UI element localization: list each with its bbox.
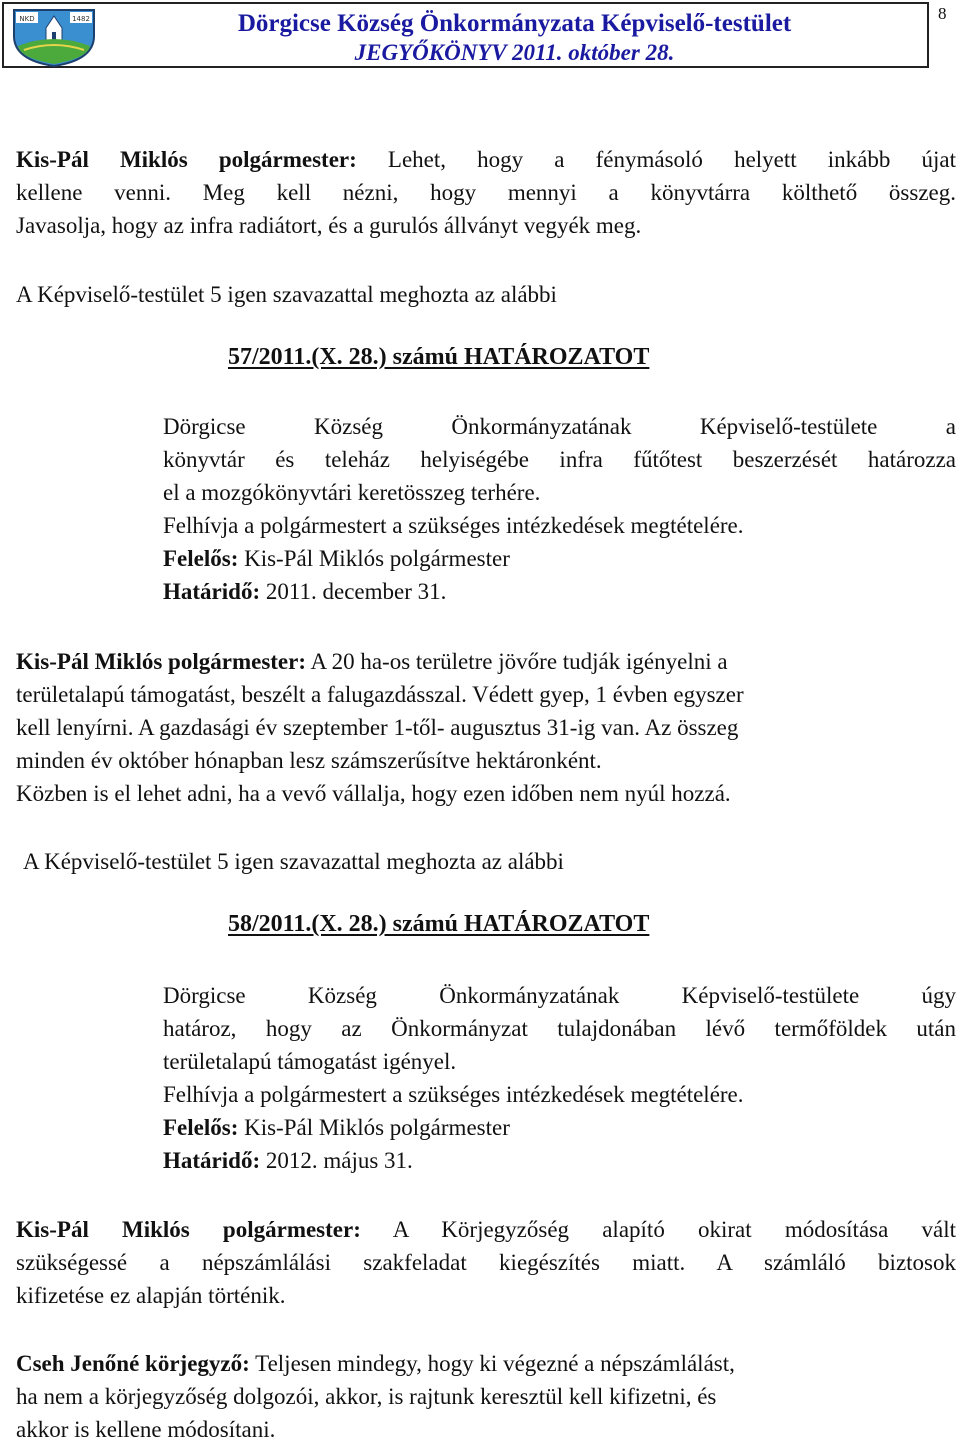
resolution-line: könyvtár és teleház helyiségébe infra fűtőtest beszerzését határozza	[163, 447, 956, 472]
paragraph-line: területalapú támogatást, beszélt a falugazdásszal. Védett gyep, 1 évben egyszer	[16, 682, 744, 707]
svg-text:NKD: NKD	[19, 15, 35, 23]
paragraph-line: minden év október hónapban lesz számszerűsítve hektáronként.	[16, 748, 602, 773]
paragraph-line	[16, 1213, 956, 1246]
paragraph-line	[16, 1347, 956, 1380]
speech-paragraph-3	[16, 1213, 956, 1312]
speaker-name: Kis-Pál Miklós polgármester:	[16, 147, 357, 172]
deadline-value: 2012. május 31.	[260, 1148, 413, 1173]
resolution-title-2: 58/2011.(X. 28.) számú HATÁROZATOT	[228, 911, 650, 937]
coat-of-arms-logo	[8, 6, 100, 68]
paragraph-line	[16, 143, 956, 176]
deadline-value: 2011. december 31.	[260, 579, 447, 604]
responsible-line	[163, 1111, 956, 1144]
speaker-name: Kis-Pál Miklós polgármester:	[16, 1217, 361, 1242]
deadline-label: Határidő:	[163, 1148, 261, 1173]
responsible-label: Felelős:	[163, 546, 239, 571]
paragraph-line: ha nem a körjegyzőség dolgozói, akkor, is rajtunk keresztül kell kifizetni, és	[16, 1384, 717, 1409]
deadline-label: Határidő:	[163, 579, 261, 604]
resolution-line: területalapú támogatást igényel.	[163, 1049, 457, 1074]
speaker-name: Kis-Pál Miklós polgármester:	[16, 649, 307, 674]
speech-text: Teljesen mindegy, hogy ki végezné a népszámlálást,	[249, 1351, 735, 1376]
vote-statement-1	[16, 278, 956, 311]
responsible-value: Kis-Pál Miklós polgármester	[238, 1115, 510, 1140]
vote-text: A Képviselő-testület 5 igen szavazattal meghozta az alábbi	[23, 849, 564, 874]
resolution-body-2	[163, 979, 956, 1177]
vote-text: A Képviselő-testület 5 igen szavazattal meghozta az alábbi	[16, 282, 557, 307]
responsible-label: Felelős:	[163, 1115, 239, 1140]
paragraph-line: szükségessé a népszámlálási szakfeladat kiegészítés miatt. A számláló biztosok	[16, 1250, 956, 1275]
document-title: Dörgicse Község Önkormányzata Képviselő-testület	[237, 10, 792, 37]
speech-text: A Körjegyzőség alapító okirat módosítása vált	[360, 1217, 956, 1242]
speech-text: A 20 ha-os területre jövőre tudják igényelni a	[306, 649, 728, 674]
deadline-line	[163, 1144, 956, 1177]
speech-text: Lehet, hogy a fénymásoló helyett inkább újat	[356, 147, 957, 172]
resolution-line: Dörgicse Község Önkormányzatának Képviselő-testülete úgy	[163, 983, 956, 1008]
resolution-title-1: 57/2011.(X. 28.) számú HATÁROZATOT	[228, 344, 650, 370]
speech-paragraph-4	[16, 1347, 956, 1446]
paragraph-line: kellene venni. Meg kell nézni, hogy mennyi a könyvtárra költhető összeg.	[16, 180, 956, 205]
svg-text:1482: 1482	[72, 15, 90, 23]
deadline-line	[163, 575, 956, 608]
speaker-name: Cseh Jenőné körjegyző:	[16, 1351, 250, 1376]
paragraph-line: akkor is kellene módosítani.	[16, 1417, 276, 1442]
speech-paragraph-2	[16, 645, 956, 810]
paragraph-line: Közben is el lehet adni, ha a vevő vállalja, hogy ezen időben nem nyúl hozzá.	[16, 781, 731, 806]
resolution-line: Dörgicse Község Önkormányzatának Képviselő-testülete a	[163, 414, 956, 439]
resolution-line: Felhívja a polgármestert a szükséges intézkedések megtételére.	[163, 1082, 744, 1107]
responsible-value: Kis-Pál Miklós polgármester	[238, 546, 510, 571]
resolution-body-1	[163, 410, 956, 608]
vote-statement-2	[23, 845, 960, 878]
speech-paragraph-1	[16, 143, 956, 242]
resolution-line: Felhívja a polgármestert a szükséges intézkedések megtételére.	[163, 513, 744, 538]
paragraph-line: kell lenyírni. A gazdasági év szeptember 1-től- augusztus 31-ig van. Az összeg	[16, 715, 739, 740]
document-subtitle: JEGYŐKÖNYV 2011. október 28.	[354, 40, 675, 65]
page-header	[2, 2, 929, 68]
responsible-line	[163, 542, 956, 575]
paragraph-line	[16, 645, 956, 678]
paragraph-line: Javasolja, hogy az infra radiátort, és a gurulós állványt vegyék meg.	[16, 213, 642, 238]
resolution-line: határoz, hogy az Önkormányzat tulajdonában lévő termőföldek után	[163, 1016, 956, 1041]
resolution-line: el a mozgókönyvtári keretösszeg terhére.	[163, 480, 541, 505]
paragraph-line: kifizetése ez alapján történik.	[16, 1283, 286, 1308]
page-number: 8	[938, 4, 947, 23]
